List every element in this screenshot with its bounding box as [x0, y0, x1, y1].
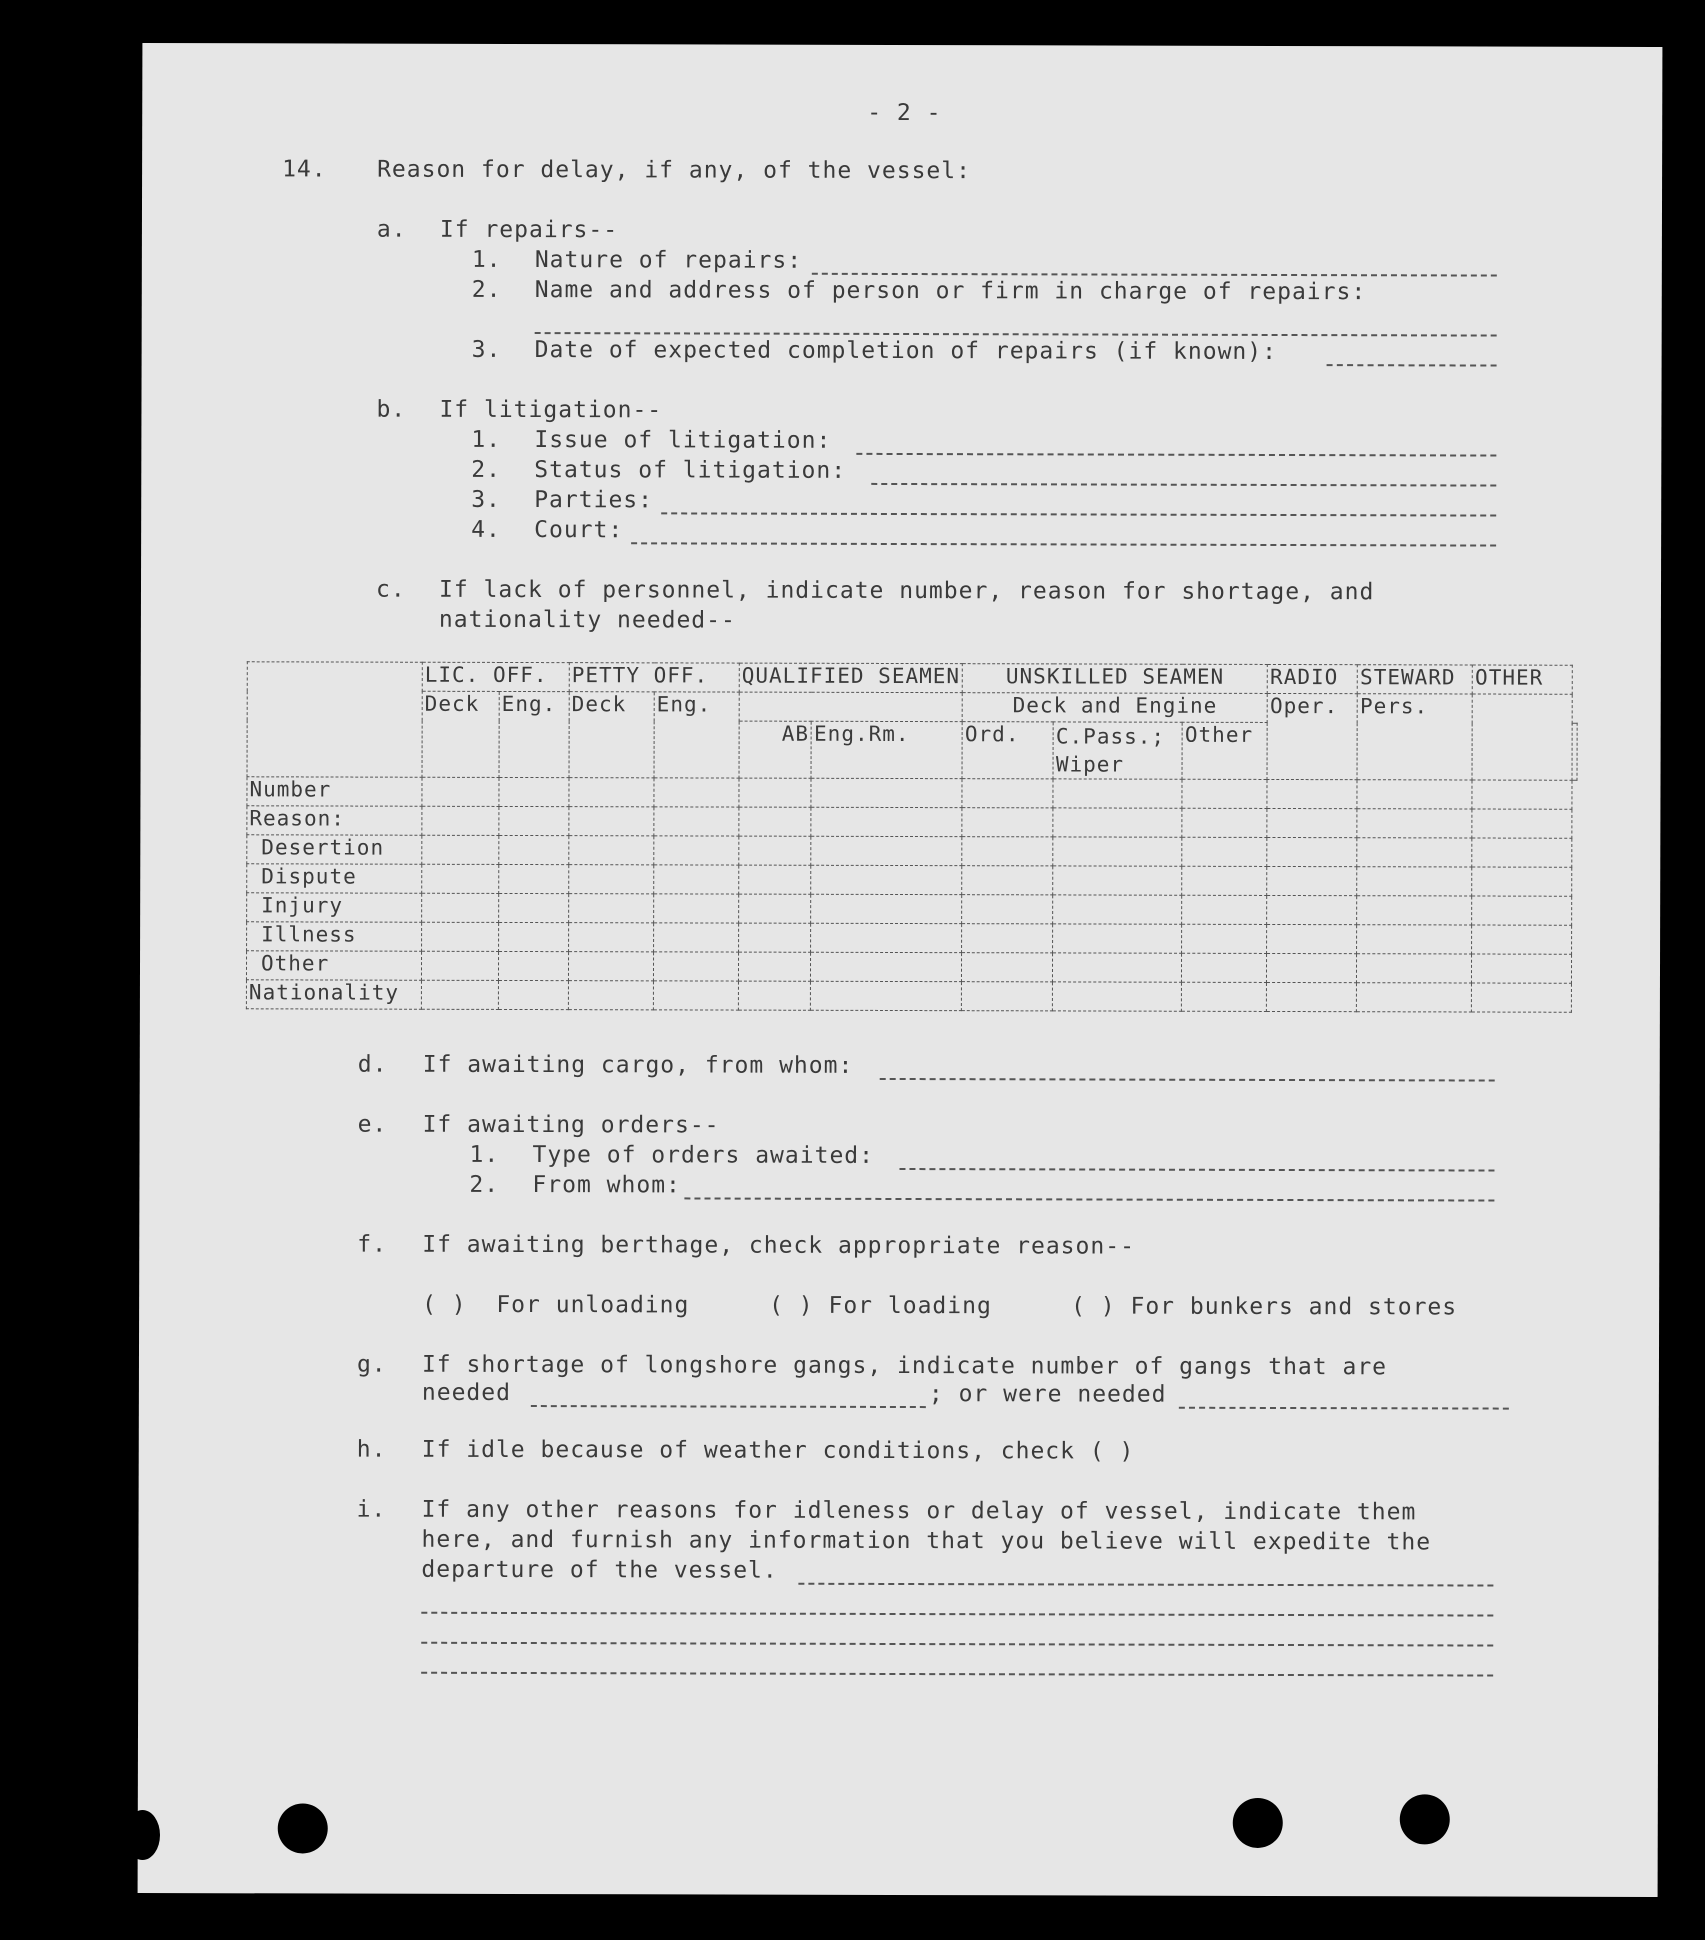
- section-c-text: nationality needed--: [438, 606, 736, 634]
- checkbox-unloading[interactable]: ( ) For unloading: [422, 1291, 690, 1319]
- court-field[interactable]: [631, 542, 1496, 546]
- sub-eng: Eng.: [654, 692, 739, 778]
- item-label: From whom:: [532, 1172, 681, 1199]
- punch-hole: [278, 1803, 328, 1853]
- other-reasons-field[interactable]: [798, 1583, 1493, 1587]
- checkbox-weather[interactable]: If idle because of weather conditions, check ( ): [421, 1436, 1135, 1465]
- table-row: [247, 777, 1577, 809]
- document-page: [138, 43, 1663, 1897]
- section-i-text: here, and furnish any information that you believe will expedite the: [421, 1526, 1432, 1556]
- table-row: [247, 835, 1577, 867]
- punch-hole: [1400, 1794, 1450, 1844]
- sub-eng: Eng.: [499, 691, 569, 777]
- other-reasons-field[interactable]: [421, 1672, 1493, 1677]
- item-number: 1.: [469, 1141, 500, 1168]
- item-number: 2.: [471, 456, 502, 483]
- section-b-title: If litigation--: [439, 396, 663, 424]
- row-label-other: Other: [246, 951, 421, 980]
- section-c-letter: c.: [375, 576, 406, 603]
- sub-oper: Oper.: [1267, 693, 1357, 779]
- item-number: 3.: [471, 336, 502, 363]
- row-label-dispute: Dispute: [247, 864, 422, 893]
- row-label-injury: Injury: [247, 893, 422, 922]
- table-row: [247, 864, 1577, 896]
- sub-eng-rm: Eng.Rm.: [811, 721, 962, 778]
- item-label: Name and address of person or firm in charge of repairs:: [534, 277, 1367, 306]
- sub-ab: AB: [739, 721, 812, 778]
- header-lic-off: LIC. OFF.: [422, 662, 569, 691]
- item-number: 4.: [471, 516, 501, 543]
- header-petty-off: PETTY OFF.: [569, 663, 739, 692]
- personnel-table: [246, 661, 1578, 1012]
- row-label-desertion: Desertion: [247, 835, 422, 864]
- checkbox-bunkers-stores[interactable]: ( ) For bunkers and stores: [1071, 1293, 1458, 1321]
- row-label-illness: Illness: [247, 922, 422, 951]
- orders-type-field[interactable]: [899, 1168, 1494, 1172]
- question-title: Reason for delay, if any, of the vessel:: [377, 156, 972, 185]
- punch-hole: [125, 1810, 160, 1860]
- gangs-needed-field[interactable]: [531, 1405, 926, 1408]
- sub-deck-and-engine: Deck and Engine: [962, 693, 1267, 723]
- section-d-letter: d.: [357, 1051, 388, 1078]
- litigation-issue-field[interactable]: [856, 453, 1496, 457]
- table-row: [247, 806, 1577, 838]
- table-row: [247, 922, 1577, 954]
- table-row: [246, 980, 1576, 1012]
- item-label: Status of litigation:: [534, 457, 847, 484]
- sub-c-pass-wiper: C.Pass.; Wiper: [1053, 722, 1182, 779]
- checkbox-loading[interactable]: ( ) For loading: [769, 1292, 992, 1320]
- section-g-text: needed: [421, 1379, 512, 1406]
- section-e-title: If awaiting orders--: [422, 1111, 720, 1139]
- header-other: OTHER: [1473, 665, 1573, 694]
- item-label: Parties:: [534, 487, 654, 514]
- sub-deck: Deck: [422, 691, 499, 777]
- row-label-nationality: Nationality: [246, 980, 421, 1009]
- item-number: 1.: [471, 246, 502, 273]
- section-a-letter: a.: [376, 216, 407, 243]
- item-number: 1.: [471, 426, 502, 453]
- section-g-letter: g.: [356, 1351, 387, 1378]
- question-number: 14.: [282, 156, 327, 183]
- section-g-text: If shortage of longshore gangs, indicate number of gangs that are: [421, 1351, 1388, 1381]
- other-reasons-field[interactable]: [421, 1642, 1493, 1647]
- section-f-letter: f.: [357, 1231, 388, 1258]
- nature-of-repairs-field[interactable]: [812, 273, 1497, 277]
- cargo-from-whom-field[interactable]: [880, 1078, 1495, 1082]
- item-label: Date of expected completion of repairs (if known):: [534, 337, 1278, 365]
- section-i-text: If any other reasons for idleness or delay of vessel, indicate them: [421, 1496, 1417, 1526]
- row-label-number: Number: [247, 777, 422, 806]
- section-g-text: ; or were needed: [928, 1381, 1167, 1408]
- sub-pers: Pers.: [1357, 694, 1472, 780]
- section-e-letter: e.: [357, 1111, 388, 1138]
- row-label-reason: Reason:: [247, 806, 422, 835]
- section-c-text: If lack of personnel, indicate number, reason for shortage, and: [438, 576, 1375, 606]
- litigation-status-field[interactable]: [871, 483, 1496, 487]
- header-unskilled-seamen: UNSKILLED SEAMEN: [963, 664, 1268, 694]
- item-label: Type of orders awaited:: [532, 1142, 875, 1169]
- parties-field[interactable]: [661, 512, 1496, 516]
- completion-date-field[interactable]: [1327, 364, 1497, 366]
- orders-from-whom-field[interactable]: [684, 1197, 1494, 1201]
- other-reasons-field[interactable]: [421, 1612, 1493, 1617]
- sub-ord: Ord.: [962, 722, 1053, 779]
- section-f-text: If awaiting berthage, check appropriate reason--: [422, 1231, 1135, 1260]
- section-a-title: If repairs--: [439, 216, 619, 244]
- item-number: 2.: [469, 1171, 500, 1198]
- item-number: 2.: [471, 276, 502, 303]
- item-number: 3.: [471, 486, 501, 513]
- sub-deck: Deck: [569, 692, 654, 778]
- header-qualified-seamen: QUALIFIED SEAMEN: [739, 663, 962, 693]
- section-d-text: If awaiting cargo, from whom:: [422, 1051, 854, 1079]
- item-label: Nature of repairs:: [534, 247, 803, 274]
- item-label: Issue of litigation:: [534, 427, 832, 454]
- section-b-letter: b.: [376, 396, 407, 423]
- gangs-were-needed-field[interactable]: [1179, 1407, 1509, 1410]
- table-row: [247, 893, 1577, 925]
- section-i-letter: i.: [356, 1496, 387, 1523]
- sub-other: Other: [1182, 722, 1267, 779]
- section-i-text: departure of the vessel.: [421, 1556, 778, 1584]
- item-label: Court:: [534, 517, 624, 544]
- page-number: - 2 -: [867, 99, 942, 127]
- section-h-letter: h.: [356, 1436, 387, 1463]
- header-radio: RADIO: [1268, 664, 1358, 693]
- header-steward: STEWARD: [1358, 665, 1473, 694]
- punch-hole: [1233, 1798, 1283, 1848]
- table-row: [246, 951, 1576, 983]
